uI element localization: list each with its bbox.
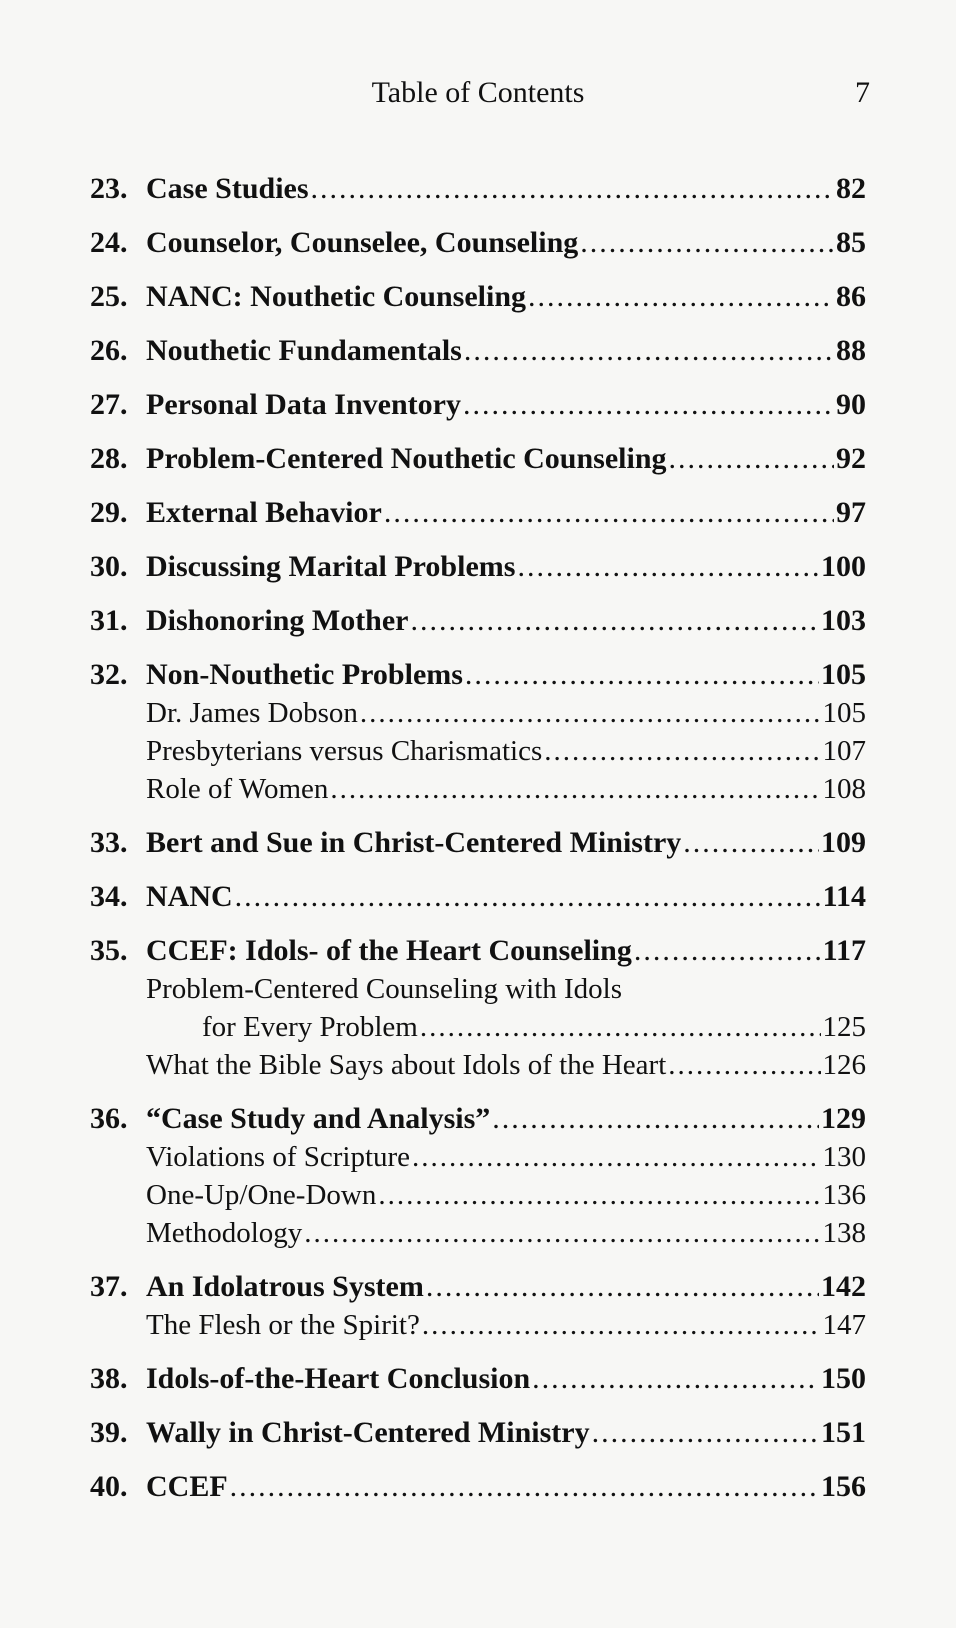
toc-entry — [90, 824, 866, 862]
toc-chapter-row[interactable] — [90, 1100, 866, 1138]
chapter-number: 24. — [90, 226, 128, 259]
dot-leader — [532, 1360, 819, 1398]
toc-chapter-row[interactable] — [90, 1360, 866, 1398]
chapter-page-number: 92 — [836, 442, 866, 475]
chapter-page-number: 105 — [821, 658, 866, 691]
dot-leader — [463, 386, 834, 424]
chapter-number: 40. — [90, 1470, 128, 1503]
toc-entry — [90, 1414, 866, 1452]
dot-leader — [492, 1100, 819, 1138]
section-page-number: 108 — [822, 773, 866, 805]
dot-leader — [528, 278, 834, 316]
section-title: Problem-Centered Counseling with Idols — [146, 973, 623, 1005]
chapter-number: 37. — [90, 1270, 128, 1303]
chapter-number: 30. — [90, 550, 128, 583]
chapter-title: CCEF: Idols- of the Heart Counseling — [146, 934, 632, 967]
chapter-number: 38. — [90, 1362, 128, 1395]
chapter-title: Personal Data Inventory — [146, 388, 461, 421]
chapter-page-number: 109 — [821, 826, 866, 859]
toc-section-row[interactable] — [90, 694, 866, 732]
toc-section-row[interactable] — [90, 970, 866, 1008]
section-page-number: 105 — [822, 697, 866, 729]
toc-section-row[interactable] — [90, 732, 866, 770]
toc-chapter-row[interactable] — [90, 440, 866, 478]
chapter-page-number: 86 — [836, 280, 866, 313]
section-title: The Flesh or the Spirit? — [146, 1309, 420, 1341]
chapter-page-number: 117 — [822, 934, 866, 967]
section-title: Role of Women — [146, 773, 329, 805]
running-header — [0, 70, 956, 114]
chapter-title: Wally in Christ-Centered Ministry — [146, 1416, 590, 1449]
chapter-page-number: 90 — [836, 388, 866, 421]
dot-leader — [230, 1468, 819, 1506]
toc-entry — [90, 494, 866, 532]
section-page-number: 107 — [822, 735, 866, 767]
toc-entry — [90, 170, 866, 208]
toc-section-row[interactable] — [90, 1306, 866, 1344]
chapter-page-number: 100 — [821, 550, 866, 583]
dot-leader — [422, 1306, 821, 1344]
toc-entry — [90, 1100, 866, 1252]
toc-section-row[interactable] — [90, 1214, 866, 1252]
toc-chapter-row[interactable] — [90, 1468, 866, 1506]
dot-leader — [668, 1046, 820, 1084]
toc-chapter-row[interactable] — [90, 1414, 866, 1452]
toc-chapter-row[interactable] — [90, 494, 866, 532]
chapter-number: 23. — [90, 172, 128, 205]
dot-leader — [411, 602, 820, 640]
chapter-number: 32. — [90, 658, 128, 691]
chapter-title: “Case Study and Analysis” — [146, 1102, 491, 1135]
chapter-title: Non-Nouthetic Problems — [146, 658, 463, 691]
dot-leader — [683, 824, 819, 862]
dot-leader — [580, 224, 834, 262]
chapter-title: NANC — [146, 880, 233, 913]
section-title: Methodology — [146, 1217, 303, 1249]
chapter-title: Dishonoring Mother — [146, 604, 409, 637]
toc-chapter-row[interactable] — [90, 602, 866, 640]
toc-entry — [90, 656, 866, 808]
page-title: Table of Contents — [371, 76, 585, 109]
section-title: Dr. James Dobson — [146, 697, 358, 729]
toc-chapter-row[interactable] — [90, 548, 866, 586]
toc-entry — [90, 440, 866, 478]
toc-section-row[interactable] — [90, 770, 866, 808]
chapter-title: NANC: Nouthetic Counseling — [146, 280, 527, 313]
section-page-number: 138 — [822, 1217, 866, 1249]
dot-leader — [669, 440, 834, 478]
toc-section-row[interactable] — [90, 1138, 866, 1176]
toc-entry — [90, 1268, 866, 1344]
toc-entry — [90, 548, 866, 586]
dot-leader — [592, 1414, 819, 1452]
chapter-title: Bert and Sue in Christ-Centered Ministry — [146, 826, 682, 859]
chapter-number: 39. — [90, 1416, 128, 1449]
chapter-title: Counselor, Counselee, Counseling — [146, 226, 579, 259]
chapter-title: External Behavior — [146, 496, 382, 529]
chapter-number: 27. — [90, 388, 128, 421]
toc-chapter-row[interactable] — [90, 656, 866, 694]
chapter-page-number: 97 — [836, 496, 866, 529]
chapter-number: 34. — [90, 880, 128, 913]
dot-leader — [544, 732, 820, 770]
chapter-title: Case Studies — [146, 172, 309, 205]
toc-entry — [90, 386, 866, 424]
chapter-number: 28. — [90, 442, 128, 475]
chapter-number: 33. — [90, 826, 128, 859]
chapter-title: An Idolatrous System — [146, 1270, 424, 1303]
toc-entry — [90, 878, 866, 916]
toc-chapter-row[interactable] — [90, 1268, 866, 1306]
toc-section-row[interactable] — [90, 1176, 866, 1214]
chapter-page-number: 142 — [821, 1270, 866, 1303]
chapter-page-number: 114 — [822, 880, 866, 913]
chapter-number: 36. — [90, 1102, 128, 1135]
toc-entry — [90, 224, 866, 262]
chapter-page-number: 103 — [821, 604, 866, 637]
section-title: One-Up/One-Down — [146, 1179, 377, 1211]
chapter-page-number: 150 — [821, 1362, 866, 1395]
chapter-title: Idols-of-the-Heart Conclusion — [146, 1362, 531, 1395]
dot-leader — [465, 656, 819, 694]
toc-chapter-row[interactable] — [90, 170, 866, 208]
toc-section-row[interactable] — [90, 1008, 866, 1046]
dot-leader — [420, 1008, 821, 1046]
dot-leader — [235, 878, 821, 916]
chapter-page-number: 151 — [821, 1416, 866, 1449]
table-of-contents — [90, 170, 866, 1522]
chapter-number: 25. — [90, 280, 128, 313]
toc-chapter-row[interactable] — [90, 932, 866, 970]
dot-leader — [360, 694, 821, 732]
section-page-number: 147 — [822, 1309, 866, 1341]
section-page-number: 125 — [822, 1011, 866, 1043]
toc-chapter-row[interactable] — [90, 824, 866, 862]
chapter-number: 29. — [90, 496, 128, 529]
toc-entry — [90, 1468, 866, 1506]
dot-leader — [517, 548, 819, 586]
section-title: for Every Problem — [202, 1011, 418, 1043]
dot-leader — [412, 1138, 820, 1176]
page-number: 7 — [855, 76, 870, 109]
section-page-number: 130 — [822, 1141, 866, 1173]
dot-leader — [464, 332, 834, 370]
section-title: What the Bible Says about Idols of the Heart — [146, 1049, 667, 1081]
toc-section-row[interactable] — [90, 1046, 866, 1084]
dot-leader — [311, 170, 834, 208]
dot-leader — [384, 494, 834, 532]
toc-chapter-row[interactable] — [90, 224, 866, 262]
chapter-page-number: 129 — [821, 1102, 866, 1135]
chapter-title: CCEF — [146, 1470, 228, 1503]
dot-leader — [304, 1214, 820, 1252]
dot-leader — [378, 1176, 820, 1214]
dot-leader — [426, 1268, 819, 1306]
chapter-page-number: 88 — [836, 334, 866, 367]
chapter-title: Problem-Centered Nouthetic Counseling — [146, 442, 667, 475]
dot-leader — [330, 770, 820, 808]
chapter-title: Nouthetic Fundamentals — [146, 334, 462, 367]
section-page-number: 126 — [822, 1049, 866, 1081]
toc-chapter-row[interactable] — [90, 278, 866, 316]
toc-entry — [90, 332, 866, 370]
toc-entry — [90, 1360, 866, 1398]
chapter-number: 35. — [90, 934, 128, 967]
toc-chapter-row[interactable] — [90, 332, 866, 370]
dot-leader — [634, 932, 821, 970]
toc-entry — [90, 602, 866, 640]
section-title: Presbyterians versus Charismatics — [146, 735, 543, 767]
chapter-page-number: 156 — [821, 1470, 866, 1503]
chapter-title: Discussing Marital Problems — [146, 550, 516, 583]
toc-chapter-row[interactable] — [90, 386, 866, 424]
chapter-number: 26. — [90, 334, 128, 367]
chapter-page-number: 82 — [836, 172, 866, 205]
toc-entry — [90, 932, 866, 1084]
chapter-page-number: 85 — [836, 226, 866, 259]
toc-entry — [90, 278, 866, 316]
chapter-number: 31. — [90, 604, 128, 637]
section-title: Violations of Scripture — [146, 1141, 411, 1173]
section-page-number: 136 — [822, 1179, 866, 1211]
toc-chapter-row[interactable] — [90, 878, 866, 916]
